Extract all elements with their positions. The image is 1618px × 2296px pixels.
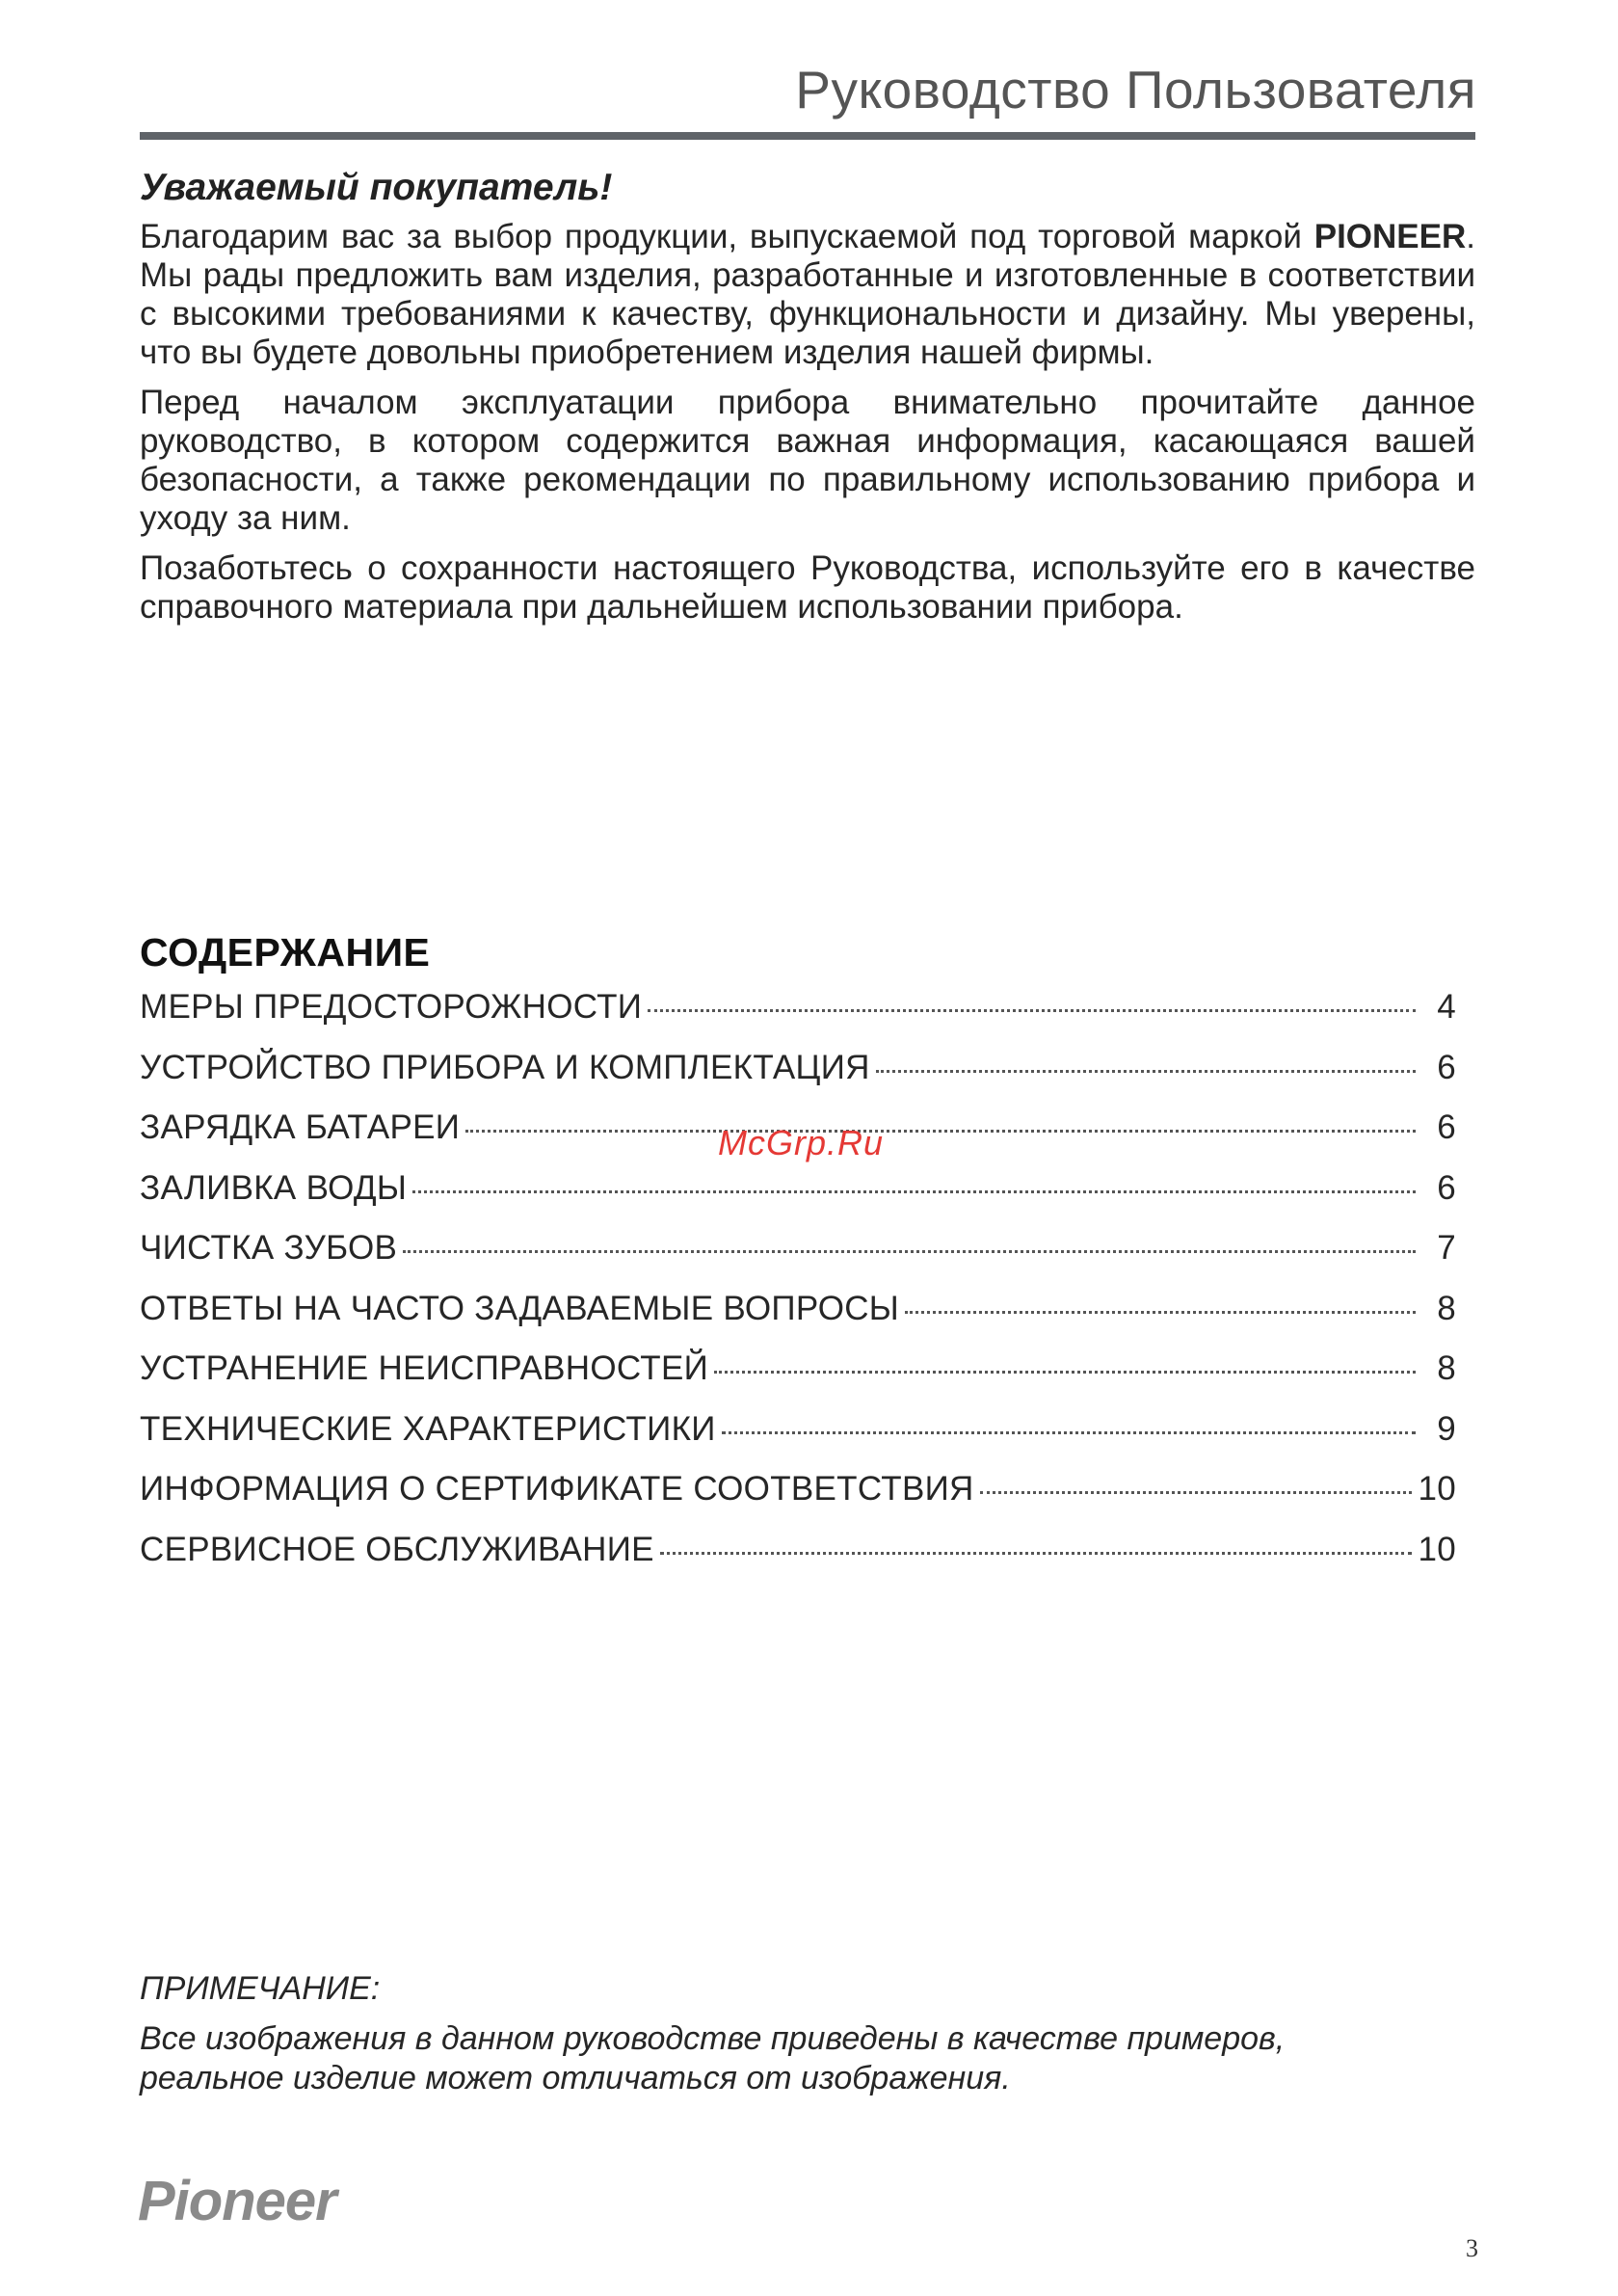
- toc-entry-page: 7: [1437, 1229, 1456, 1267]
- header-divider: [140, 132, 1475, 140]
- note-line-2: реальное изделие может отличаться от изображения.: [140, 2060, 1011, 2096]
- brand-name: PIONEER: [1313, 218, 1467, 255]
- note-label: ПРИМЕЧАНИЕ:: [140, 1970, 381, 2007]
- intro-text: [140, 218, 1475, 638]
- toc-leader-dots: [980, 1491, 1413, 1494]
- intro-paragraph-1: [140, 218, 1475, 372]
- toc-entry[interactable]: [140, 1470, 1456, 1531]
- toc-entry-page: 6: [1437, 1108, 1456, 1146]
- toc-entry-page: 10: [1418, 1470, 1456, 1508]
- note-text: [140, 2019, 1475, 2098]
- pioneer-logo: Pioneer: [138, 2170, 336, 2232]
- toc-entry-label: ЗАРЯДКА БАТАРЕИ: [140, 1108, 461, 1146]
- watermark: McGrp.Ru: [718, 1123, 885, 1162]
- toc-entry-label: УСТРОЙСТВО ПРИБОРА И КОМПЛЕКТАЦИЯ: [140, 1048, 870, 1086]
- toc-entry-page: 9: [1437, 1409, 1456, 1448]
- toc-entry[interactable]: [140, 1169, 1456, 1230]
- toc-entry-page: 10: [1418, 1530, 1456, 1568]
- toc-entry-label: ЧИСТКА ЗУБОВ: [140, 1229, 398, 1267]
- document-header-title: Руководство Пользователя: [795, 60, 1476, 120]
- note-line-1: Все изображения в данном руководстве приведены в качестве примеров,: [140, 2020, 1286, 2057]
- toc-leader-dots: [714, 1371, 1416, 1374]
- toc-leader-dots: [905, 1311, 1416, 1314]
- toc-entry-label: ТЕХНИЧЕСКИЕ ХАРАКТЕРИСТИКИ: [140, 1409, 716, 1448]
- toc-heading: СОДЕРЖАНИЕ: [140, 930, 431, 974]
- toc-entry-label: МЕРЫ ПРЕДОСТОРОЖНОСТИ: [140, 988, 643, 1026]
- toc-entry[interactable]: [140, 1290, 1456, 1350]
- toc-leader-dots: [403, 1250, 1416, 1253]
- toc-leader-dots: [722, 1431, 1416, 1434]
- toc-entry-page: 6: [1437, 1168, 1456, 1207]
- toc-leader-dots: [648, 1009, 1416, 1012]
- toc-entry[interactable]: [140, 1229, 1456, 1290]
- toc-entry-label: УСТРАНЕНИЕ НЕИСПРАВНОСТЕЙ: [140, 1349, 709, 1387]
- toc-entry-label: ИНФОРМАЦИЯ О СЕРТИФИКАТЕ СООТВЕТСТВИЯ: [140, 1470, 974, 1508]
- page-number: 3: [1466, 2234, 1478, 2262]
- toc-entry-label: СЕРВИСНОЕ ОБСЛУЖИВАНИЕ: [140, 1530, 654, 1568]
- toc-entry[interactable]: [140, 1049, 1456, 1109]
- toc-leader-dots: [660, 1552, 1413, 1555]
- toc-entry-page: 8: [1437, 1289, 1456, 1327]
- toc-entry-page: 4: [1437, 988, 1456, 1026]
- greeting-heading: Уважаемый покупатель!: [140, 167, 613, 208]
- toc-leader-dots: [876, 1070, 1416, 1073]
- intro-p1-end: . Мы рады предложить вам изделия, разработанные и изготовленные в соответствии с высокими требованиями к качеству, функциональности и дизайну. Мы уверены, что вы будете довольны приобретением изделия нашей фирмы.: [140, 218, 1475, 371]
- toc-leader-dots: [412, 1190, 1416, 1193]
- intro-p1-start: Благодарим вас за выбор продукции, выпускаемой под торговой маркой: [140, 218, 1314, 255]
- toc-entry[interactable]: [140, 1410, 1456, 1471]
- intro-paragraph-2: Перед началом эксплуатации прибора внимательно прочитайте данное руководство, в котором содержится важная информация, касающаяся вашей безопасности, а также рекомендации по правильному использованию прибора и уходу за ним.: [140, 384, 1475, 537]
- table-of-contents: [140, 988, 1456, 1590]
- toc-entry-label: ЗАЛИВКА ВОДЫ: [140, 1168, 408, 1207]
- toc-entry[interactable]: [140, 1531, 1456, 1591]
- toc-entry-page: 8: [1437, 1349, 1456, 1387]
- intro-paragraph-3: Позаботьтесь о сохранности настоящего Руководства, используйте его в качестве справочного материала при дальнейшем использовании прибора.: [140, 549, 1475, 626]
- toc-entry[interactable]: [140, 988, 1456, 1049]
- toc-leader-dots: [465, 1130, 1416, 1133]
- toc-entry-page: 6: [1437, 1048, 1456, 1086]
- toc-entry-label: ОТВЕТЫ НА ЧАСТО ЗАДАВАЕМЫЕ ВОПРОСЫ: [140, 1289, 900, 1327]
- toc-entry[interactable]: [140, 1349, 1456, 1410]
